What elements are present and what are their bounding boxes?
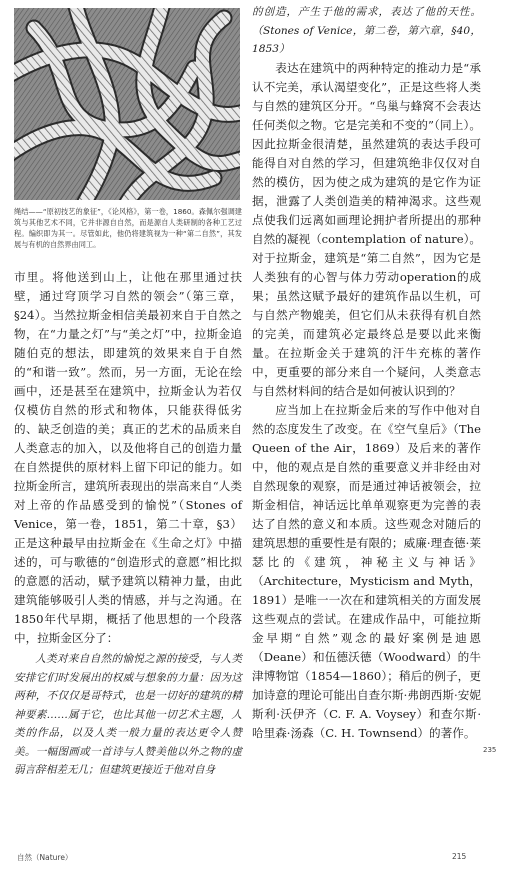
left-text-column bbox=[14, 268, 242, 780]
body-paragraph: 市里。将他送到山上，让他在那里通过扶壁，通过穹顶学习自然的领会”（第三章，§24）。当然拉斯金相信美最初来自于自然之物，在“力量之灯”与“美之灯”中，拉斯金追随伯克的想法，即建筑的效果来自于自然的“和谐一致”。然而，另一方面，无论在绘画中，还是甚至在建筑中，拉斯金认为若仅仅模仿自然的形式和物体，只能获得低劣的、缺乏创造的美；真正的艺术的品质来自人类意志的加入，以及他将自己的创造力量在自然提供的原材料上留下印记的能力。如拉斯金所言，建筑所表现出的崇高来自“人类对上帝的作品感受到的愉悦”（Stones of Venice，第一卷，1851，第二十章，§3）正是这种最早由拉斯金在《生命之灯》中描述的，可与歌德的“创造形式的意愿”相比拟的意愿的活动，赋予建筑以精神力量，由此建筑能够吸引人类的情感，并与之沟通。在1850年代早期，概括了他思想的一个段落中，拉斯金区分了： bbox=[14, 270, 242, 645]
rope-knot-engraving-icon bbox=[14, 8, 240, 200]
block-quote-continued: 的创造，产生于他的需求，表达了他的天性。（Stones of Venice，第二卷，第六章，§40，1853） bbox=[252, 6, 481, 55]
margin-page-number: 235 bbox=[483, 746, 497, 754]
right-text-column bbox=[252, 3, 481, 743]
block-quote: 人类对来自自然的愉悦之源的接受，与人类安排它们时发展出的权威与想象的力量：因为这两种，不仅仅是哥特式，也是一切好的建筑的精神要素……属于它，也比其他一切艺术主题，人类的作品，以及人类一般力量的表达更令人赞美。一幅图画或一首诗与人赞美他以外之物的虚弱言辞相差无几；但建筑更接近于他对自身 bbox=[14, 653, 242, 776]
rope-knot-illustration bbox=[14, 8, 240, 200]
body-paragraph: 表达在建筑中的两种特定的推动力是“承认不完美，承认渴望变化”，正是这些将人类与自然的建筑区分开。“鸟巢与蜂窝不会表达任何类似之物。它是完美和不变的”（同上）。因此拉斯金很清楚，虽然建筑的表达手段可能得自对自然的学习，但建筑绝非仅仅对自然的模仿，因为使之成为建筑的是它作为证据，泄露了人类创造美的精神渴求。这些观点使我们远离如画理论拥护者所提出的那种自然的凝视（contemplation of nature）。对于拉斯金，建筑是“第二自然”，因为它是人类独有的心智与体力劳动operation的成果；虽然这赋予最好的建筑作品以生机，可与自然产物媲美，但它们从未获得有机自然的完美，而建筑必定最终总是要以此来衡量。在拉斯金关于建筑的汗牛充栋的著作中，更重要的部分来自一个疑问，人类意志与自然材料间的结合是如何被认识到的？ bbox=[252, 60, 481, 398]
page-number: 215 bbox=[452, 852, 467, 861]
body-paragraph: 应当加上在拉斯金后来的写作中他对自然的态度发生了改变。在《空气皇后》（The Queen of the Air，1869）及后来的著作中，他的观点是自然的重要意义并非经由对自然现象的观察，而是通过神话被领会，拉斯金相信，神话远比单单观察更为完善的表达了自然的意义和本质。这些观念对随后的建筑思想的重要性是有限的；威廉·理查德·莱瑟比的《建筑，神秘主义与神话》（Architecture，Mysticism and Myth，1891）是唯一一次在和建筑相关的方面发展这些观点的尝试。在建成作品中，可能拉斯金早期“自然”观念的最好案例是迪恩（Deane）和伍德沃德（Woodward）的牛津博物馆（1854—1860）；稍后的例子，更加诗意的理论可能出自查尔斯·弗朗西斯·安妮斯利·沃伊齐（C. F. A. Voysey）和查尔斯·哈里森·汤森（C. H. Townsend）的著作。 bbox=[252, 402, 481, 740]
figure-caption: 绳结——“原初技艺的象征”，《论风格》，第一卷，1860。森佩尔强调建筑与其他艺术不同，它并非源自自然，而是源自人类研制的各种工艺过程。编织即为其一。尽管如此，他仍将建筑视为一种“第二自然”，其发展与有机的自然界由同工。 bbox=[14, 207, 242, 249]
running-footer-section: 自然（Nature） bbox=[17, 853, 73, 862]
